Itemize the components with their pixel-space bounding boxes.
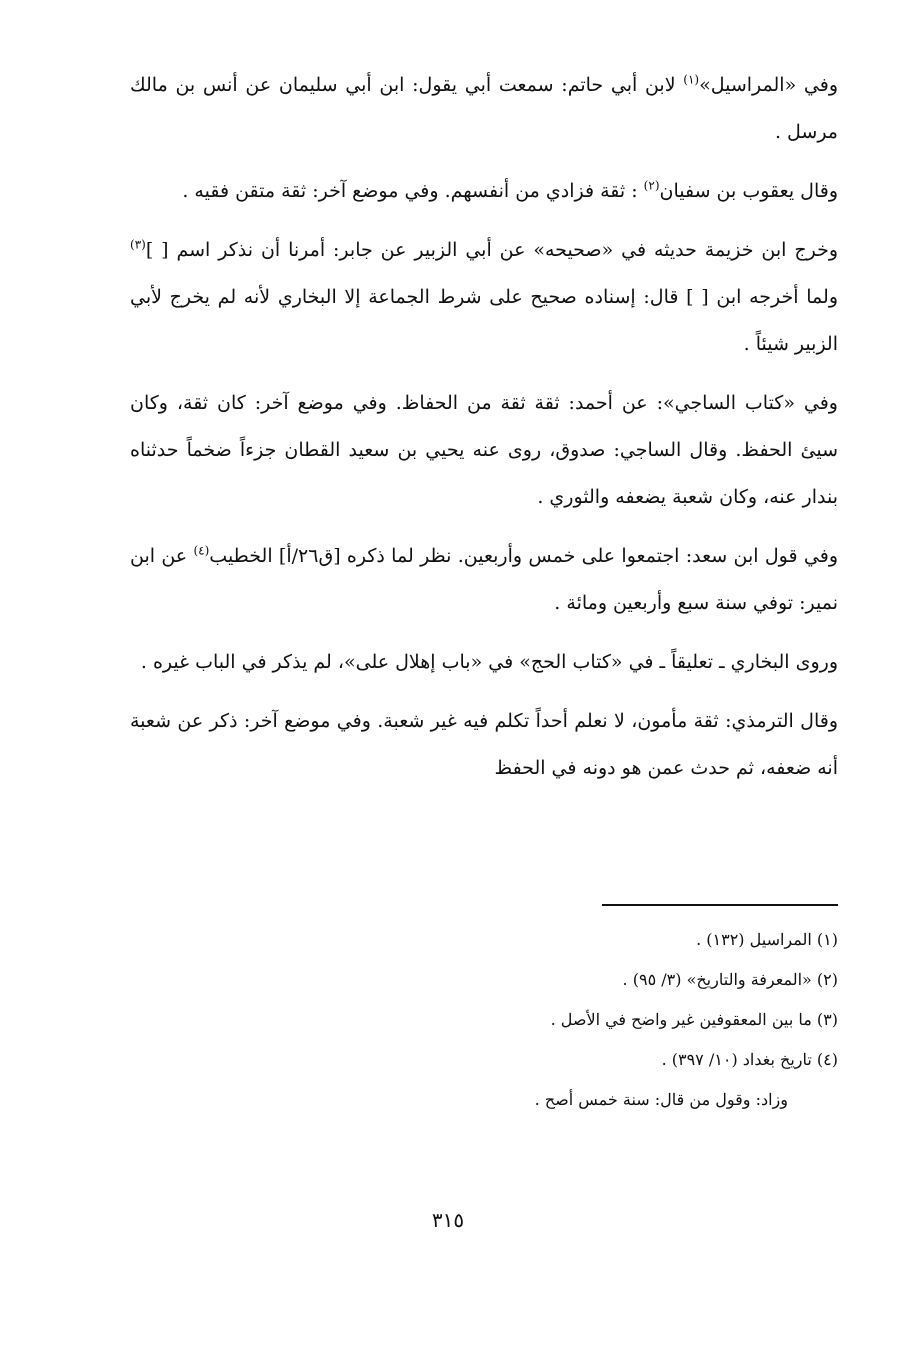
paragraph-text: وقال يعقوب بن سفيان (659, 180, 838, 202)
footnote-ref-4: (٤) (193, 543, 210, 558)
footnote-ref-2: (٢) (643, 178, 660, 193)
paragraph-text: عن ابن نمير: توفي سنة سبع وأربعين ومائة . (130, 545, 838, 614)
paragraph-2 (130, 168, 838, 215)
paragraph-text: : ثقة فزادي من أنفسهم. وفي موضع آخر: ثقة متقن فقيه . (182, 180, 644, 202)
paragraph-1 (130, 62, 838, 156)
paragraph-4 (130, 380, 838, 521)
page-number: ٣١٥ (431, 1208, 465, 1232)
paragraph-6 (130, 639, 838, 686)
footnotes (330, 922, 838, 1122)
main-text (130, 62, 838, 804)
paragraph-5 (130, 533, 838, 627)
paragraph-text: وفي «كتاب الساجي»: عن أحمد: ثقة ثقة من الحفاظ. وفي موضع آخر: كان ثقة، وكان سيئ الحفظ. وقال الساجي: صدوق، روى عنه يحيي بن سعيد القطان جزءاً ضخماً حدثناه بندار عنه، وكان شعبة يضعفه والثوري . (130, 392, 838, 508)
paragraph-text: وخرج ابن خزيمة حديثه في «صحيحه» عن أبي الزبير عن جابر: أمرنا أن نذكر اسم [ ] (145, 239, 838, 261)
footnote-4: (٤) تاريخ بغداد (١٠/ ٣٩٧) . (661, 1050, 838, 1069)
footnote-divider (602, 904, 838, 906)
footnote-4-continuation: وزاد: وقول من قال: سنة خمس أصح . (534, 1090, 788, 1109)
footnote-2: (٢) «المعرفة والتاريخ» (٣/ ٩٥) . (622, 970, 838, 989)
paragraph-7 (130, 698, 838, 792)
paragraph-text: وفي قول ابن سعد: اجتمعوا على خمس وأربعين. نظر لما ذكره [ق٢٦/أ] الخطيب (209, 545, 838, 567)
footnote-1: (١) المراسيل (١٣٢) . (696, 930, 838, 949)
paragraph-3 (130, 227, 838, 368)
paragraph-text: ولما أخرجه ابن [ ] قال: إسناده صحيح على شرط الجماعة إلا البخاري لأنه لم يخرج لأبي الزبير شيئاً . (130, 286, 838, 355)
paragraph-text: وروى البخاري ـ تعليقاً ـ في «كتاب الحج» في «باب إهلال على»، لم يذكر في الباب غيره . (140, 651, 838, 673)
footnote-ref-1: (١) (683, 72, 700, 87)
paragraph-text: لابن أبي حاتم: سمعت أبي يقول: ابن أبي سليمان عن أنس بن مالك مرسل . (130, 74, 838, 143)
paragraph-text: وفي «المراسيل» (699, 74, 838, 96)
footnote-ref-3: (٣) (130, 237, 146, 252)
footnote-3: (٣) ما بين المعقوفين غير واضح في الأصل . (550, 1010, 838, 1029)
paragraph-text: وقال الترمذي: ثقة مأمون، لا نعلم أحداً تكلم فيه غير شعبة. وفي موضع آخر: ذكر عن شعبة أنه ضعفه، ثم حدث عمن هو دونه في الحفظ (130, 710, 838, 779)
